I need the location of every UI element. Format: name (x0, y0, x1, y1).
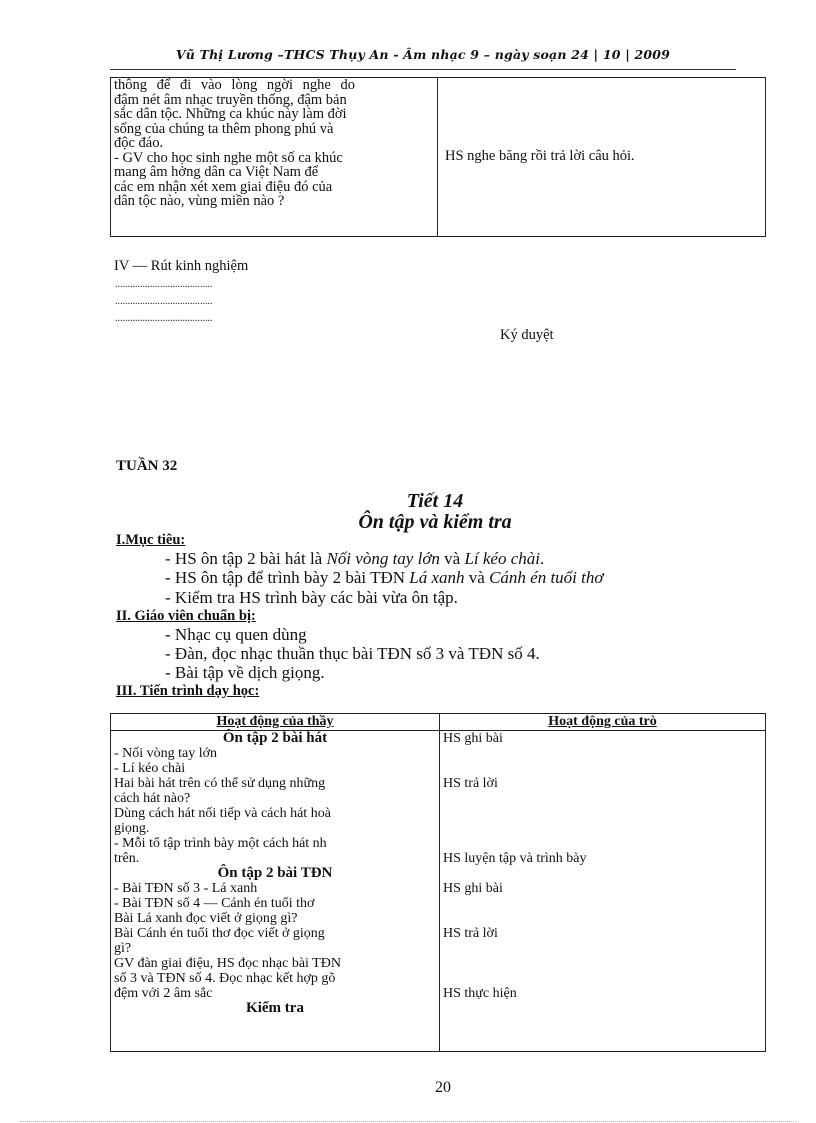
text-line: HS luyện tập và trình bày (443, 851, 587, 866)
text-line: trên. (114, 851, 140, 866)
objective-item (165, 550, 544, 568)
text-line: giọng. (114, 821, 150, 836)
text-line: Bài Lá xanh đọc viết ở giọng gì? (114, 911, 298, 926)
text-line: các em nhận xét xem giai điệu đó của (114, 178, 333, 195)
text: - HS ôn tập 2 bài hát là (165, 549, 327, 568)
text-line: đậm nét âm nhạc truyền thống, đậm bản (114, 91, 347, 108)
objective-item: - Kiểm tra HS trình bày các bài vừa ôn tập. (165, 588, 458, 607)
song-name: Lá xanh (409, 568, 465, 587)
approval-label: Ký duyệt (500, 327, 554, 343)
text-line: số 3 và TĐN số 4. Đọc nhạc kết hợp gõ (114, 971, 336, 986)
subheading: Ôn tập 2 bài TĐN (217, 865, 333, 881)
text: và (439, 549, 465, 568)
text-line: gì? (114, 941, 132, 956)
text-line: HS thực hiện (443, 986, 517, 1001)
text-line: - Nối vòng tay lớn (114, 746, 218, 761)
period-title: Tiết 14 (406, 490, 464, 512)
column-header-student: Hoạt động của trò (440, 714, 766, 731)
lesson-title: Ôn tập và kiểm tra (358, 511, 512, 533)
column-header-teacher: Hoạt động của thầy (111, 714, 440, 731)
rut-kinh-nghiem-heading: IV — Rút kinh nghiệm (114, 258, 249, 274)
page-bottom-rule (20, 1121, 796, 1122)
text-line: đệm với 2 âm sắc (114, 986, 213, 1001)
song-name: Cánh én tuổi thơ (489, 568, 604, 587)
preparation-item: - Nhạc cụ quen dùng (165, 625, 307, 644)
text-line: - Bài TĐN số 4 — Cánh én tuổi thơ (114, 896, 315, 911)
preparation-item: - Đàn, đọc nhạc thuần thục bài TĐN số 3 và TĐN số 4. (165, 644, 540, 663)
spacer (443, 746, 762, 761)
activities-table (110, 713, 766, 1052)
page-number: 20 (435, 1079, 451, 1096)
section-heading-preparation: II. Giáo viên chuẩn bị: (116, 608, 256, 624)
text: - HS ôn tập để trình bày 2 bài TĐN (165, 568, 410, 587)
spacer (443, 761, 762, 776)
dotted-line: ....................................... (115, 279, 213, 290)
section-heading-procedure: III. Tiến trình dạy học: (116, 683, 260, 699)
text-line: độc đáo. (114, 135, 164, 151)
subheading: Kiểm tra (246, 1000, 304, 1016)
song-name: Nối vòng tay lớn (326, 549, 440, 568)
text-line: Dùng cách hát nối tiếp và cách hát hoà (114, 806, 331, 821)
student-activity-cell (440, 731, 766, 1052)
dotted-line: ....................................... (115, 313, 213, 324)
text-line: HS trả lời (443, 926, 498, 941)
text-line: sống của chúng ta thêm phong phú và (114, 120, 334, 137)
text-line: cách hát nào? (114, 791, 191, 806)
text: và (464, 568, 490, 587)
text-line: - Lí kéo chài (114, 761, 186, 776)
text-line: - Mỗi tổ tập trình bày một cách hát nh (114, 836, 327, 851)
song-name: Lí kéo chài (464, 549, 540, 568)
spacer (443, 791, 762, 851)
week-label: TUẦN 32 (116, 458, 178, 474)
header-rule (110, 69, 736, 70)
text-line: - Bài TĐN số 3 - Lá xanh (114, 881, 258, 896)
text-line: Hai bài hát trên có thể sử dụng những (114, 776, 326, 791)
text-line: mang âm hởng dân ca Việt Nam để (114, 164, 319, 180)
subheading: Ôn tập 2 bài hát (222, 730, 328, 746)
text-line: thông để đi vào lòng ngời nghe do (114, 77, 355, 93)
section-heading-objectives: I.Mục tiêu: (116, 532, 186, 548)
dotted-line: ....................................... (115, 296, 213, 307)
text-line: - GV cho học sinh nghe một số ca khúc (114, 149, 343, 166)
teacher-activity-cell (111, 731, 440, 1052)
objective-item (165, 569, 603, 587)
text-line: sắc dân tộc. Những ca khúc này làm đời (114, 106, 347, 122)
preparation-item: - Bài tập về dịch giọng. (165, 663, 325, 682)
text-line: Bài Cánh én tuổi thơ đọc viết ở giọng (114, 926, 325, 941)
text-line: HS ghi bài (443, 881, 503, 896)
text-line: dân tộc nào, vùng miền nào ? (114, 193, 285, 209)
text: . (539, 549, 545, 568)
text-line: HS trả lời (443, 776, 498, 791)
teacher-activity-cell (111, 78, 438, 237)
page-header: Vũ Thị Lương –THCS Thụy An - Âm nhạc 9 – ngày soạn 24 | 10 | 2009 (175, 47, 671, 62)
student-activity-text: HS nghe băng rồi trả lời câu hỏi. (445, 148, 635, 164)
text-line: HS ghi bài (443, 731, 503, 746)
student-activity-cell (438, 78, 766, 237)
text-line: GV đàn giai điệu, HS đọc nhạc bài TĐN (114, 956, 341, 971)
continuation-table (110, 77, 766, 237)
